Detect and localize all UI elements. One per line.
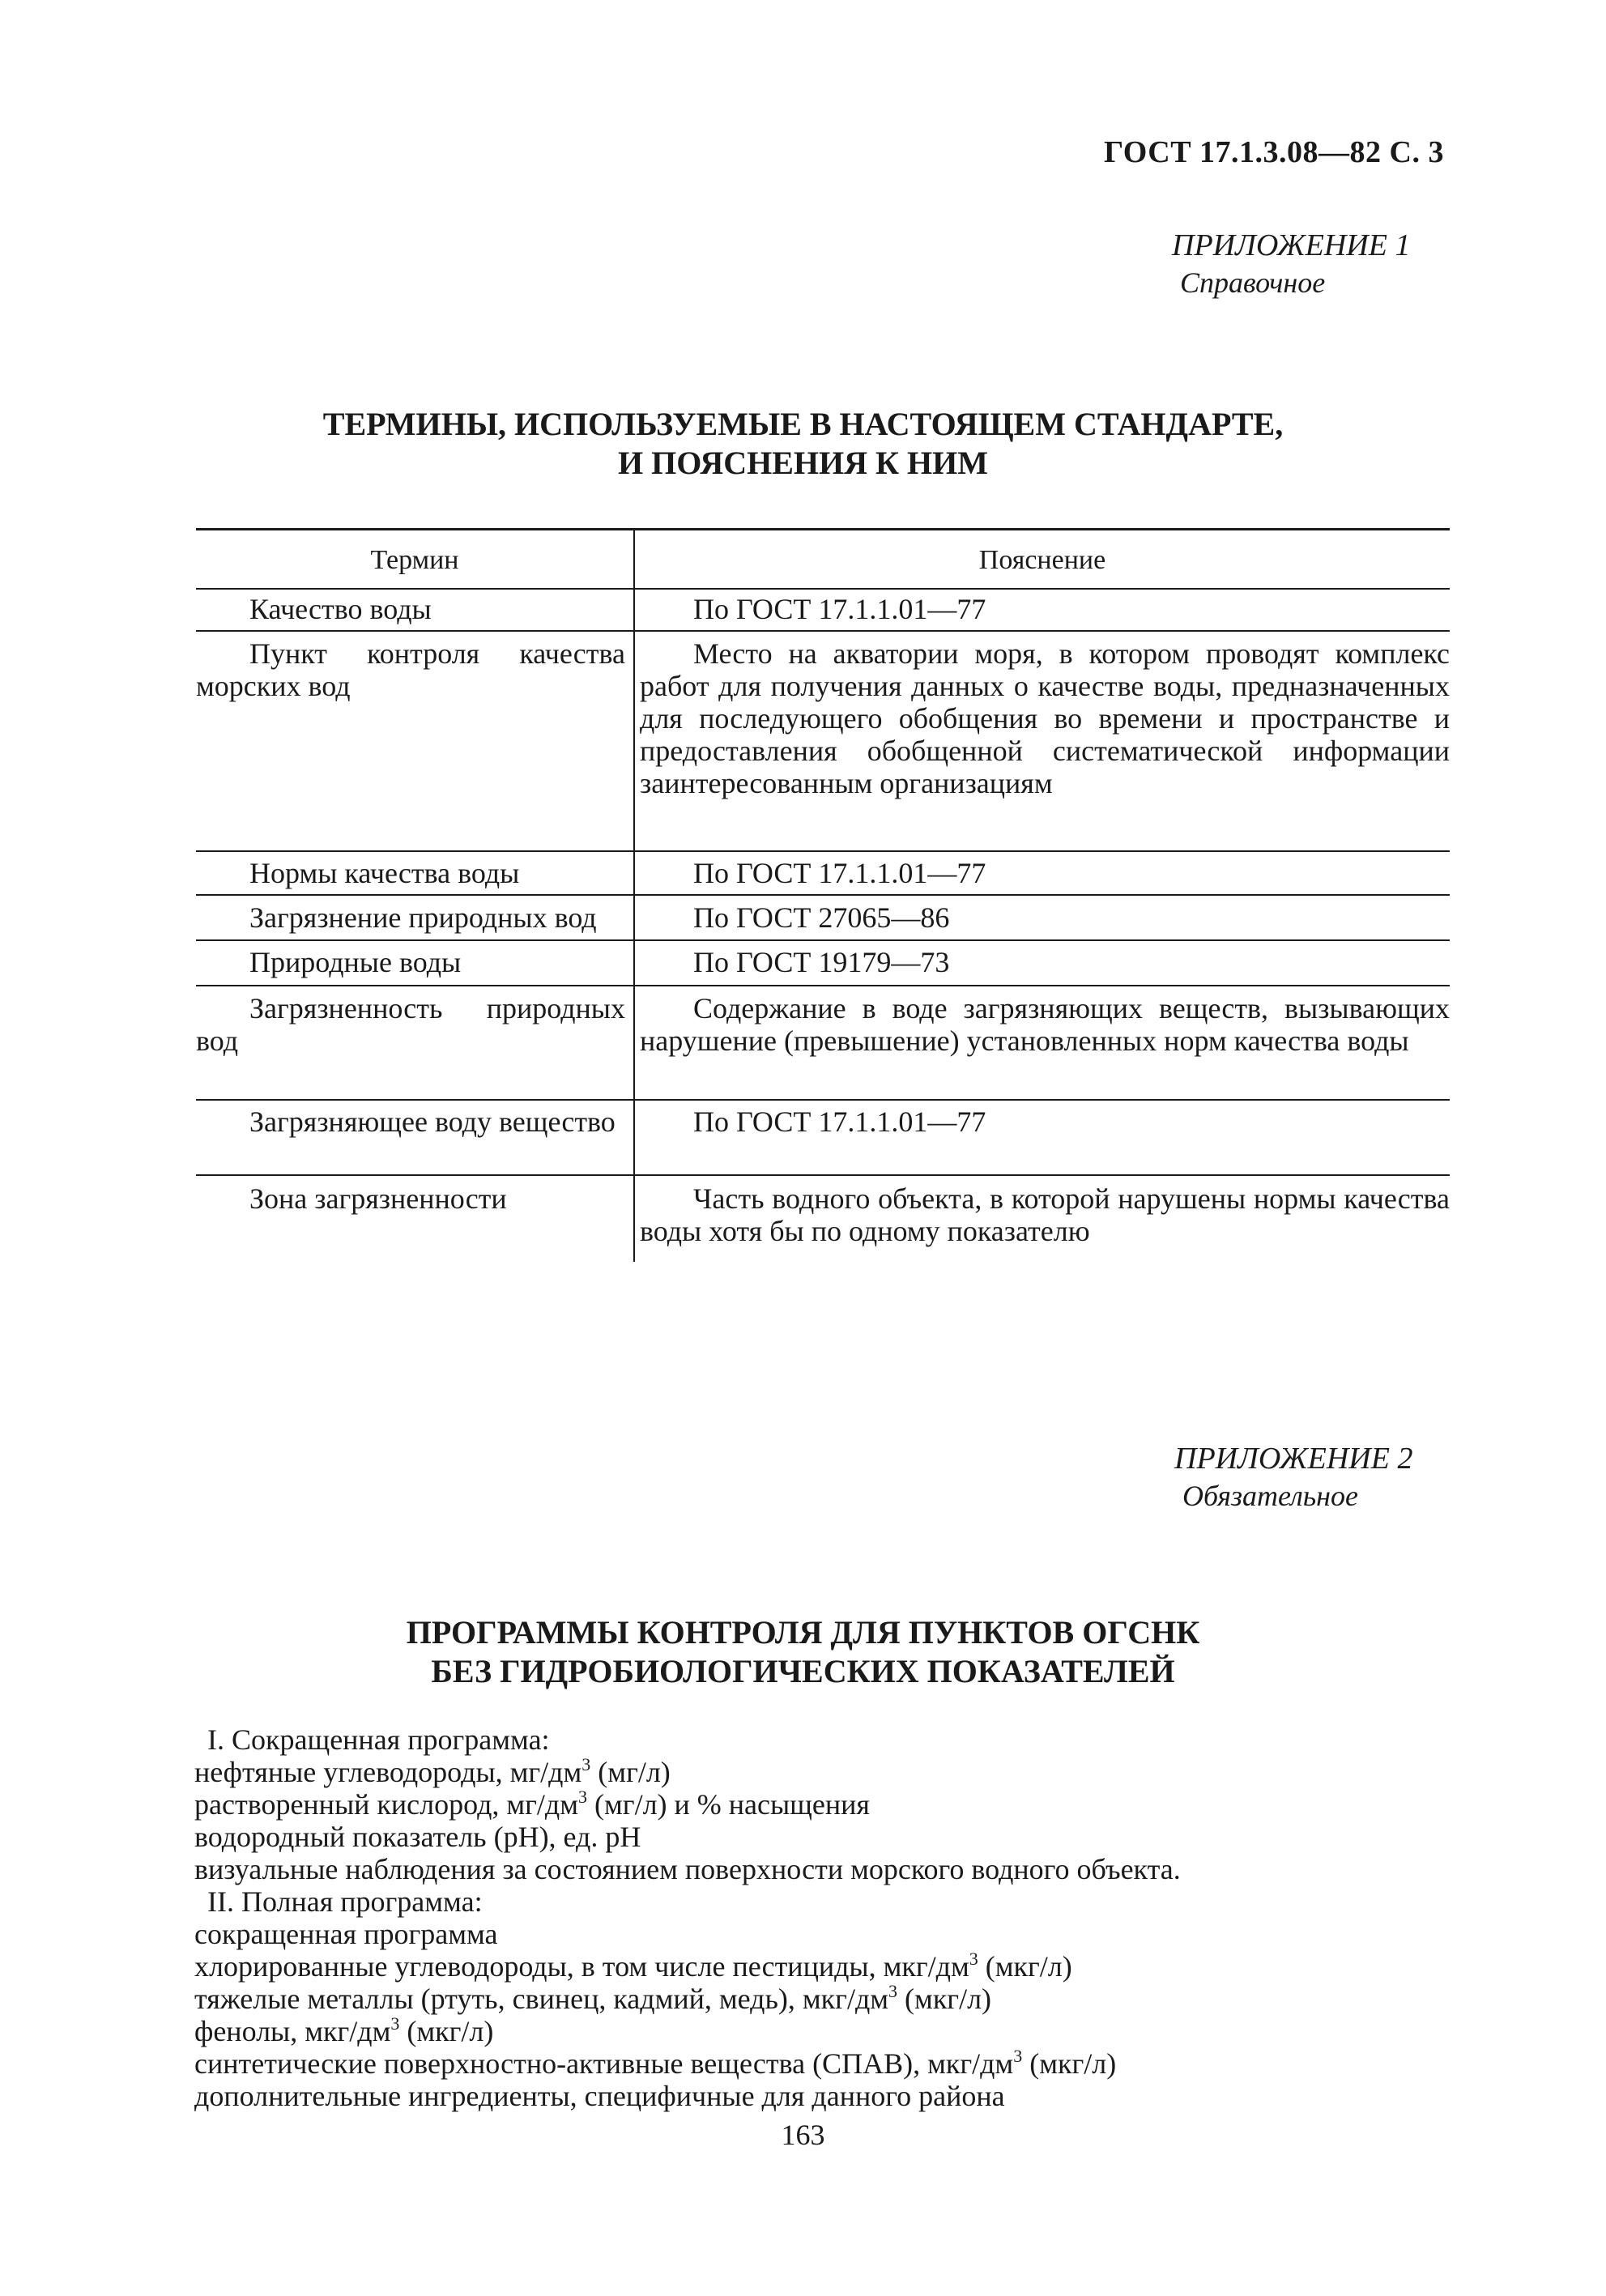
list-item: хлорированные углеводороды, в том числе пестициды, мкг/$дм^3$ (мкг/л) <box>194 1949 1072 1983</box>
table-row-explanation: По ГОСТ 19179—73 <box>693 946 950 978</box>
table-row-term: Природные воды <box>249 946 462 978</box>
table-row-term: Зона загрязненности <box>249 1182 507 1215</box>
table-row-rule <box>196 985 1450 986</box>
table-row-rule <box>196 1174 1450 1176</box>
table-row-rule <box>196 939 1450 941</box>
terms-title-line-2: И ПОЯСНЕНИЯ К НИМ <box>617 445 988 481</box>
document-reference-header: ГОСТ 17.1.3.08—82 С. 3 <box>1104 135 1444 169</box>
table-row-explanation: Часть водного объекта, в которой нарушены нормы качества воды хотя бы по одному показателю <box>640 1182 1450 1247</box>
table-row-rule <box>196 894 1450 896</box>
table-row-explanation: Место на акватории моря, в котором проводят комплекс работ для получения данных о качестве воды, предназначенных для последующего обобщения во времени и пространстве и предоставления обобщенной систематической информации заинтересованным организациям <box>640 637 1450 799</box>
list-item: сокращенная программа <box>194 1918 498 1950</box>
appendix-1-title: ПРИЛОЖЕНИЕ 1 <box>1172 228 1411 262</box>
list-item: нефтяные углеводороды, $мг/дм^3$ (мг/л) <box>194 1754 671 1788</box>
table-row-rule <box>196 1099 1450 1101</box>
table-row-term: Нормы качества воды <box>249 857 520 889</box>
page-number: 163 <box>781 2119 825 2151</box>
list-item: синтетические поверхностно-активные вещества (СПАВ), мкг/$дм^3$ (мкг/л) <box>194 2046 1117 2080</box>
table-row-term: Загрязненность природных вод <box>196 992 625 1057</box>
table-row-explanation: Содержание в воде загрязняющих веществ, вызывающих нарушение (превышение) установленных норм качества воды <box>640 992 1450 1057</box>
programs-title-line-2: БЕЗ ГИДРОБИОЛОГИЧЕСКИХ ПОКАЗАТЕЛЕЙ <box>431 1653 1175 1689</box>
table-row-explanation: По ГОСТ 17.1.1.01—77 <box>693 593 986 625</box>
table-header-rule <box>196 588 1450 590</box>
appendix-2-status: Обязательное <box>1182 1480 1358 1512</box>
programs-section-title <box>0 1613 1606 1691</box>
list-item: растворенный кислород, $мг/дм^3$ (мг/л) и % насыщения <box>194 1787 870 1821</box>
table-header-term: Термин <box>370 545 459 575</box>
list-item: дополнительные ингредиенты, специфичные для данного района <box>194 2080 1005 2112</box>
list-item: визуальные наблюдения за состоянием поверхности морского водного объекта. <box>194 1853 1181 1885</box>
table-top-rule <box>196 528 1450 530</box>
short-program-heading: I. Сокращенная программа: <box>207 1723 550 1756</box>
table-row-term: Загрязняющее воду вещество <box>249 1105 616 1138</box>
list-item: тяжелые металлы (ртуть, свинец, кадмий, медь), мкг/$дм^3$ (мкг/л) <box>194 1981 992 2015</box>
table-row-explanation: По ГОСТ 17.1.1.01—77 <box>693 1105 986 1138</box>
table-row-rule <box>196 850 1450 852</box>
appendix-2-label <box>1174 1440 1412 1514</box>
terms-section-title <box>0 405 1606 483</box>
list-item: фенолы, мкг/$дм^3$ (мкг/л) <box>194 2013 494 2047</box>
table-header-explanation: Пояснение <box>978 545 1106 575</box>
table-row-explanation: По ГОСТ 17.1.1.01—77 <box>693 857 986 889</box>
list-item: водородный показатель (pH), ед. pH <box>194 1821 641 1853</box>
appendix-1-label <box>1172 227 1410 301</box>
table-row-term: Пункт контроля качества морских вод <box>196 637 625 702</box>
terms-title-line-1: ТЕРМИНЫ, ИСПОЛЬЗУЕМЫЕ В НАСТОЯЩЕМ СТАНДАРТЕ, <box>322 406 1284 442</box>
appendix-1-status: Справочное <box>1180 266 1326 299</box>
appendix-2-title: ПРИЛОЖЕНИЕ 2 <box>1174 1442 1413 1476</box>
table-row-explanation: По ГОСТ 27065—86 <box>693 901 950 934</box>
table-row-rule <box>196 630 1450 632</box>
programs-list <box>194 1723 1181 2112</box>
programs-title-line-1: ПРОГРАММЫ КОНТРОЛЯ ДЛЯ ПУНКТОВ ОГСНК <box>406 1614 1200 1651</box>
table-row-term: Качество воды <box>249 593 432 625</box>
table-row-term: Загрязнение природных вод <box>249 901 597 934</box>
full-program-heading: II. Полная программа: <box>207 1885 483 1918</box>
